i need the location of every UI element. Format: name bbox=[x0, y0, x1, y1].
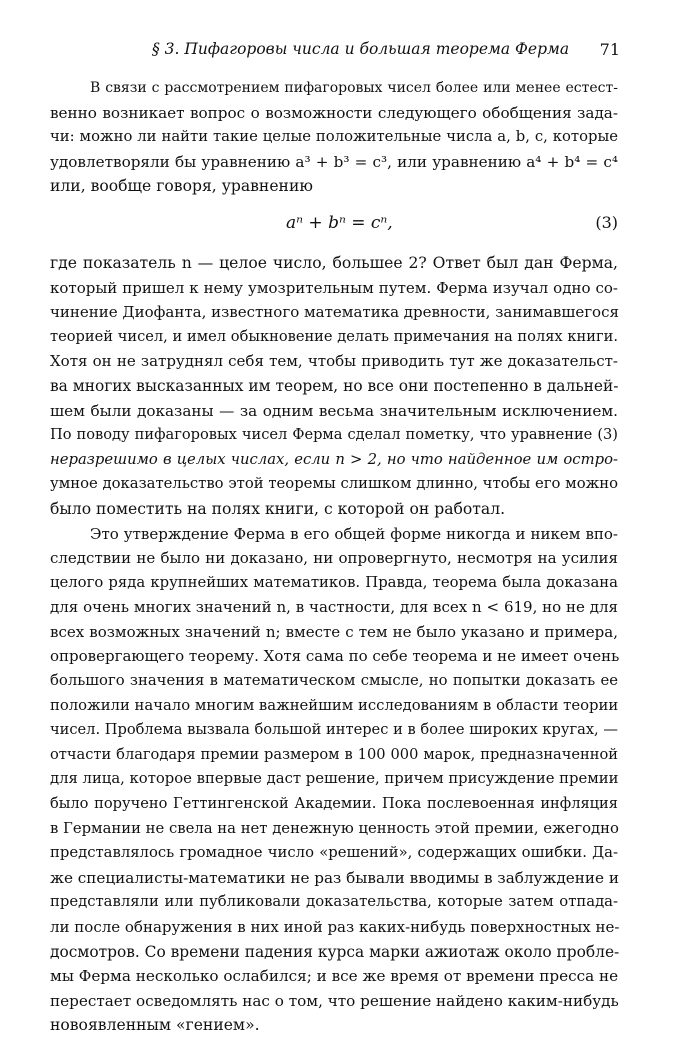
text-line: большого значения в математическом смысле, но попытки доказать ее bbox=[50, 672, 618, 690]
text-line: целого ряда крупнейших математиков. Правда, теорема была доказана bbox=[50, 573, 618, 591]
text-line: или, вообще говоря, уравнению bbox=[50, 177, 313, 196]
page-body bbox=[50, 76, 618, 1038]
text-line: венно возникает вопрос о возможности следующего обобщения зада- bbox=[50, 103, 618, 122]
text-line: удовлетворяли бы уравнению a³ + b³ = c³, или уравнению a⁴ + b⁴ = c⁴ bbox=[50, 152, 618, 171]
paragraph-3 bbox=[50, 522, 618, 1038]
text-line: представляли или публиковали доказательства, которые затем отпада- bbox=[50, 893, 618, 911]
text-line: для очень многих значений n, в частности, для всех n < 619, но не для bbox=[50, 598, 618, 617]
text-line: теорией чисел, и имел обыкновение делать примечания на полях книги. bbox=[50, 327, 618, 345]
text-line: неразрешимо в целых числах, если n > 2, но что найденное им остро- bbox=[50, 450, 618, 468]
page-header bbox=[152, 40, 620, 66]
running-title: § 3. Пифагоровы числа и большая теорема Ферма bbox=[152, 40, 570, 58]
equation-number: (3) bbox=[595, 212, 618, 232]
formula-equation: aⁿ + bⁿ = cⁿ, bbox=[286, 212, 393, 233]
text-line: В связи с рассмотрением пифагоровых чисел более или менее естест- bbox=[90, 80, 618, 96]
text-line: положили начало многим важнейшим исследованиям в области теории bbox=[50, 696, 619, 714]
text-line: чинение Диофанта, известного математика древности, занимавшегося bbox=[50, 303, 619, 322]
text-line: отчасти благодаря премии размером в 100 000 марок, предназначенной bbox=[50, 745, 618, 763]
text-line: перестает осведомлять нас о том, что решение найдено каким-нибудь bbox=[50, 991, 619, 1010]
text-line: всех возможных значений n; вместе с тем не было указано и примера, bbox=[50, 622, 618, 641]
page-number: 71 bbox=[599, 40, 620, 59]
text-line: досмотров. Со времени падения курса марки ажиотаж около пробле- bbox=[50, 942, 620, 961]
text-line: для лица, которое впервые даст решение, причем присуждение премии bbox=[50, 770, 619, 788]
display-formula bbox=[50, 201, 618, 247]
text-line: было поручено Геттингенской Академии. Пока послевоенная инфляция bbox=[50, 795, 618, 813]
text-line: умное доказательство этой теоремы слишком длинно, чтобы его можно bbox=[50, 475, 618, 493]
text-line: мы Ферма несколько ослабился; и все же время от времени пресса не bbox=[50, 967, 619, 986]
paragraph-1 bbox=[50, 76, 618, 199]
text-line: чисел. Проблема вызвала большой интерес и в более широких кругах, — bbox=[50, 721, 618, 739]
text-line: было поместить на полях книги, с которой он работал. bbox=[50, 499, 506, 518]
text-line: который пришел к нему умозрительным путем. Ферма изучал одно со- bbox=[50, 278, 618, 297]
text-line: следствии не было ни доказано, ни опровергнуто, несмотря на усилия bbox=[50, 549, 618, 568]
text-line: шем были доказаны — за одним весьма значительным исключением. bbox=[50, 401, 618, 420]
text-line: чи: можно ли найти такие целые положительные числа a, b, c, которые bbox=[50, 128, 618, 146]
text-line: же специалисты-математики не раз бывали вводимы в заблуждение и bbox=[50, 868, 619, 887]
text-line: ли после обнаружения в них иной раз каких-нибудь поверхностных не- bbox=[50, 918, 620, 936]
text-line: опровергающего теорему. Хотя сама по себе теорема и не имеет очень bbox=[50, 647, 620, 666]
text-line: Хотя он не затруднял себя тем, чтобы приводить тут же доказательст- bbox=[50, 352, 618, 371]
text-line: Это утверждение Ферма в его общей форме никогда и никем впо- bbox=[90, 524, 618, 543]
text-line: новоявленным «гением». bbox=[50, 1016, 260, 1035]
paragraph-2 bbox=[50, 251, 618, 522]
text-line: где показатель n — целое число, большее 2? Ответ был дан Ферма, bbox=[50, 253, 618, 272]
text-line: ва многих высказанных им теорем, но все они постепенно в дальней- bbox=[50, 376, 619, 395]
text-line: в Германии не свела на нет денежную ценность этой премии, ежегодно bbox=[50, 819, 619, 837]
text-line: представлялось громадное число «решений», содержащих ошибки. Да- bbox=[50, 844, 618, 862]
text-line: По поводу пифагоровых чисел Ферма сделал пометку, что уравнение (3) bbox=[50, 426, 618, 444]
